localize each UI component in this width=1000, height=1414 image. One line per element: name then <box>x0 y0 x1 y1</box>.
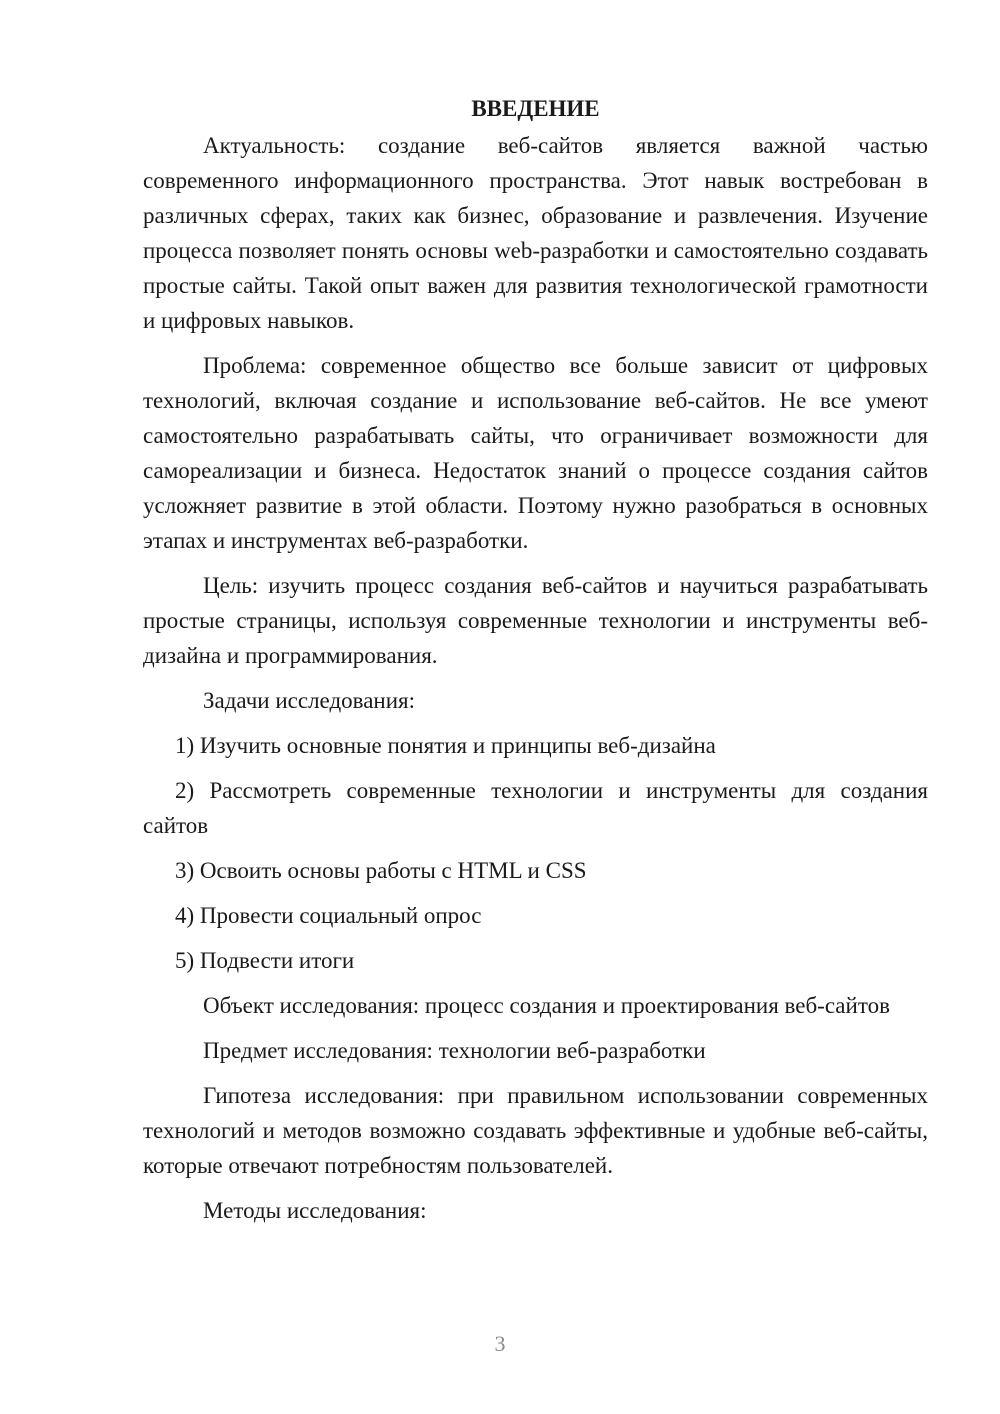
paragraph-goal: Цель: изучить процесс создания веб-сайтов и научиться разрабатывать простые страницы, используя современные технологии и инструменты веб-дизайна и программирования. <box>143 573 928 668</box>
page-number: 3 <box>494 1331 506 1356</box>
paragraph-object: Объект исследования: процесс создания и проектирования веб-сайтов <box>203 993 890 1018</box>
paragraph-problem: Проблема: современное общество все больше зависит от цифровых технологий, включая создание и использование веб-сайтов. Не все умеют самостоятельно разрабатывать сайты, что ограничивает возможности для самореализации и бизнеса. Недостаток знаний о процессе создания сайтов усложняет развитие в этой области. Поэтому нужно разобраться в основных этапах и инструментах веб-разработки. <box>143 353 928 553</box>
methods-heading: Методы исследования: <box>203 1198 427 1223</box>
tasks-heading: Задачи исследования: <box>203 688 416 713</box>
document-title: ВВЕДЕНИЕ <box>471 96 600 121</box>
paragraph-subject: Предмет исследования: технологии веб-разработки <box>203 1038 706 1063</box>
task-item-2: 2) Рассмотреть современные технологии и инструменты для создания сайтов <box>143 778 928 838</box>
task-item-1: 1) Изучить основные понятия и принципы веб-дизайна <box>175 733 716 758</box>
task-item-4: 4) Провести социальный опрос <box>175 903 482 928</box>
paragraph-hypothesis: Гипотеза исследования: при правильном использовании современных технологий и методов возможно создавать эффективные и удобные веб-сайты, которые отвечают потребностям пользователей. <box>143 1083 928 1178</box>
document-page <box>143 92 928 1238</box>
paragraph-relevance: Актуальность: создание веб-сайтов является важной частью современного информационного пространства. Этот навык востребован в различных сферах, таких как бизнес, образование и развлечения. Изучение процесса позволяет понять основы web-разработки и самостоятельно создавать простые сайты. Такой опыт важен для развития технологической грамотности и цифровых навыков. <box>143 133 928 333</box>
task-item-5: 5) Подвести итоги <box>175 948 355 973</box>
task-item-3: 3) Освоить основы работы с HTML и CSS <box>175 858 587 883</box>
